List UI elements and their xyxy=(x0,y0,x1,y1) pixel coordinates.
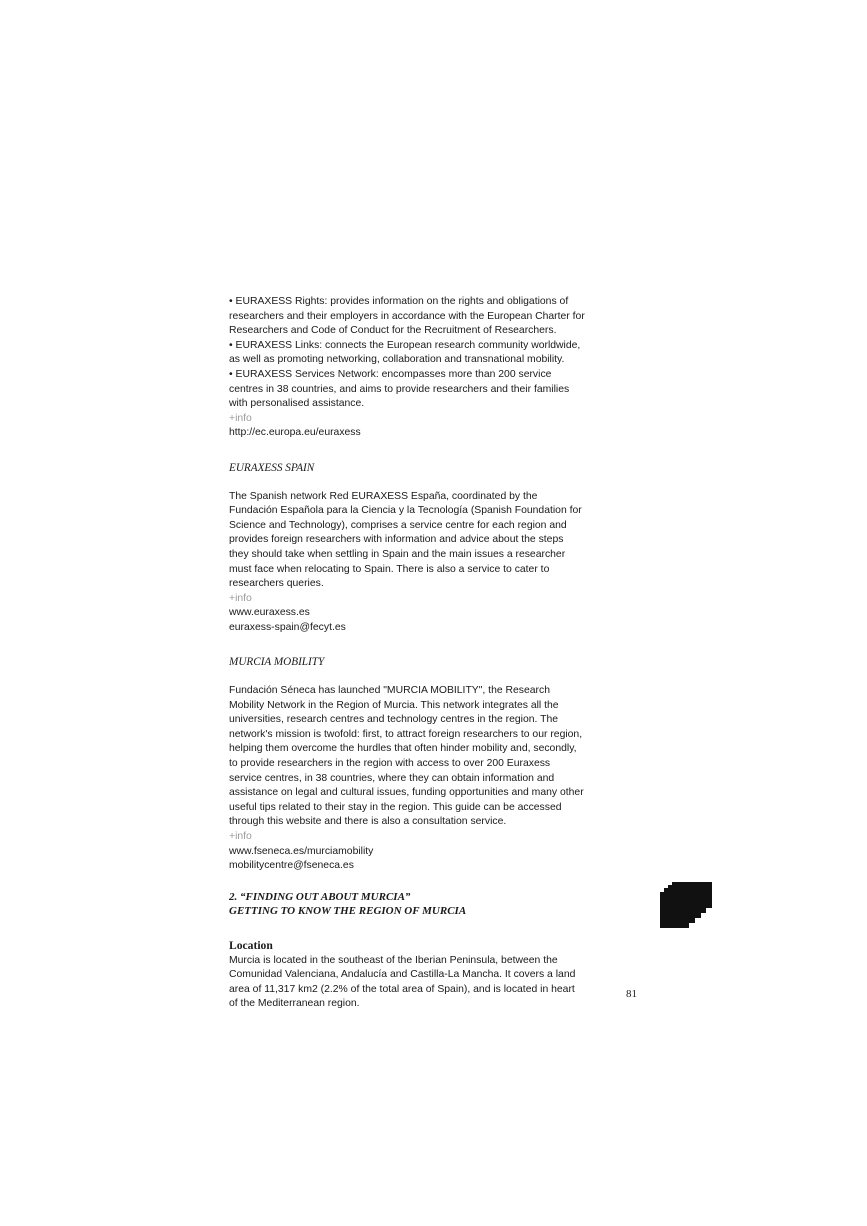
page-number: 81 xyxy=(626,988,637,1000)
euraxess-spain-email-link[interactable]: euraxess-spain@fecyt.es xyxy=(229,621,346,633)
euraxess-link[interactable]: http://ec.europa.eu/euraxess xyxy=(229,427,361,439)
bullet-euraxess-links: • EURAXESS Links: connects the European research community worldwide, as well as promoting networking, collaboration and transnational mobility. xyxy=(229,339,581,366)
chapter-heading xyxy=(229,890,585,919)
main-column xyxy=(229,295,585,1012)
chapter-tab-icon xyxy=(660,882,712,928)
bullet-euraxess-services: • EURAXESS Services Network: encompasses more than 200 service centres in 38 countries, and aims to provide researchers and their families with personalised assistance. xyxy=(229,368,570,410)
section-title-murcia-mobility: MURCIA MOBILITY xyxy=(229,656,325,669)
euraxess-spain-body: The Spanish network Red EURAXESS España, coordinated by the Fundación Española para la Ciencia y la Tecnología (Spanish Foundation for Science and Technology), comprises a service centre for each region and provides foreign researchers with information and advice about the steps they should take when settling in Spain and the main issues a researcher must face when relocating to Spain. There is also a service to cater to researchers queries. xyxy=(229,490,582,590)
section-title-euraxess-spain: EURAXESS SPAIN xyxy=(229,461,315,474)
info-label: +info xyxy=(229,831,252,842)
euraxess-spain-website-link[interactable]: www.euraxess.es xyxy=(229,607,310,619)
location-body: Murcia is located in the southeast of the Iberian Peninsula, between the Comunidad Valenciana, Andalucía and Castilla-La Mancha. It covers a land area of 11,317 km2 (2.2% of the total area of Spain), and is located in heart of the Mediterranean region. xyxy=(229,954,576,1010)
location-heading: Location xyxy=(229,938,273,952)
murcia-mobility-website-link[interactable]: www.fseneca.es/murciamobility xyxy=(229,845,374,857)
murcia-mobility-body: Fundación Séneca has launched "MURCIA MOBILITY", the Research Mobility Network in the Region of Murcia. This network integrates all the universities, research centres and technology centres in the region. The network's mission is twofold: first, to attract foreign researchers to our region, helping them overcome the hurdles that often hinder mobility and, secondly, to provide researchers in the region with access to over 200 Euraxess service centres, in 38 countries, where they can obtain information and assistance on legal and cultural issues, funding opportunities and many other useful tips related to their stay in the region. This guide can be accessed through this website and there is also a consultation service. xyxy=(229,685,584,828)
murcia-mobility-email-link[interactable]: mobilitycentre@fseneca.es xyxy=(229,860,354,872)
info-label: +info xyxy=(229,412,252,424)
info-label: +info xyxy=(229,592,252,604)
chapter-heading-line-1: 2. “FINDING OUT ABOUT MURCIA” xyxy=(229,890,411,903)
bullet-euraxess-rights: • EURAXESS Rights: provides information on the rights and obligations of researchers and their employers in accordance with the European Charter for Researchers and Code of Conduct for the Recruitment of Researchers. xyxy=(229,296,585,337)
chapter-heading-line-2: GETTING TO KNOW THE REGION OF MURCIA xyxy=(229,905,467,918)
